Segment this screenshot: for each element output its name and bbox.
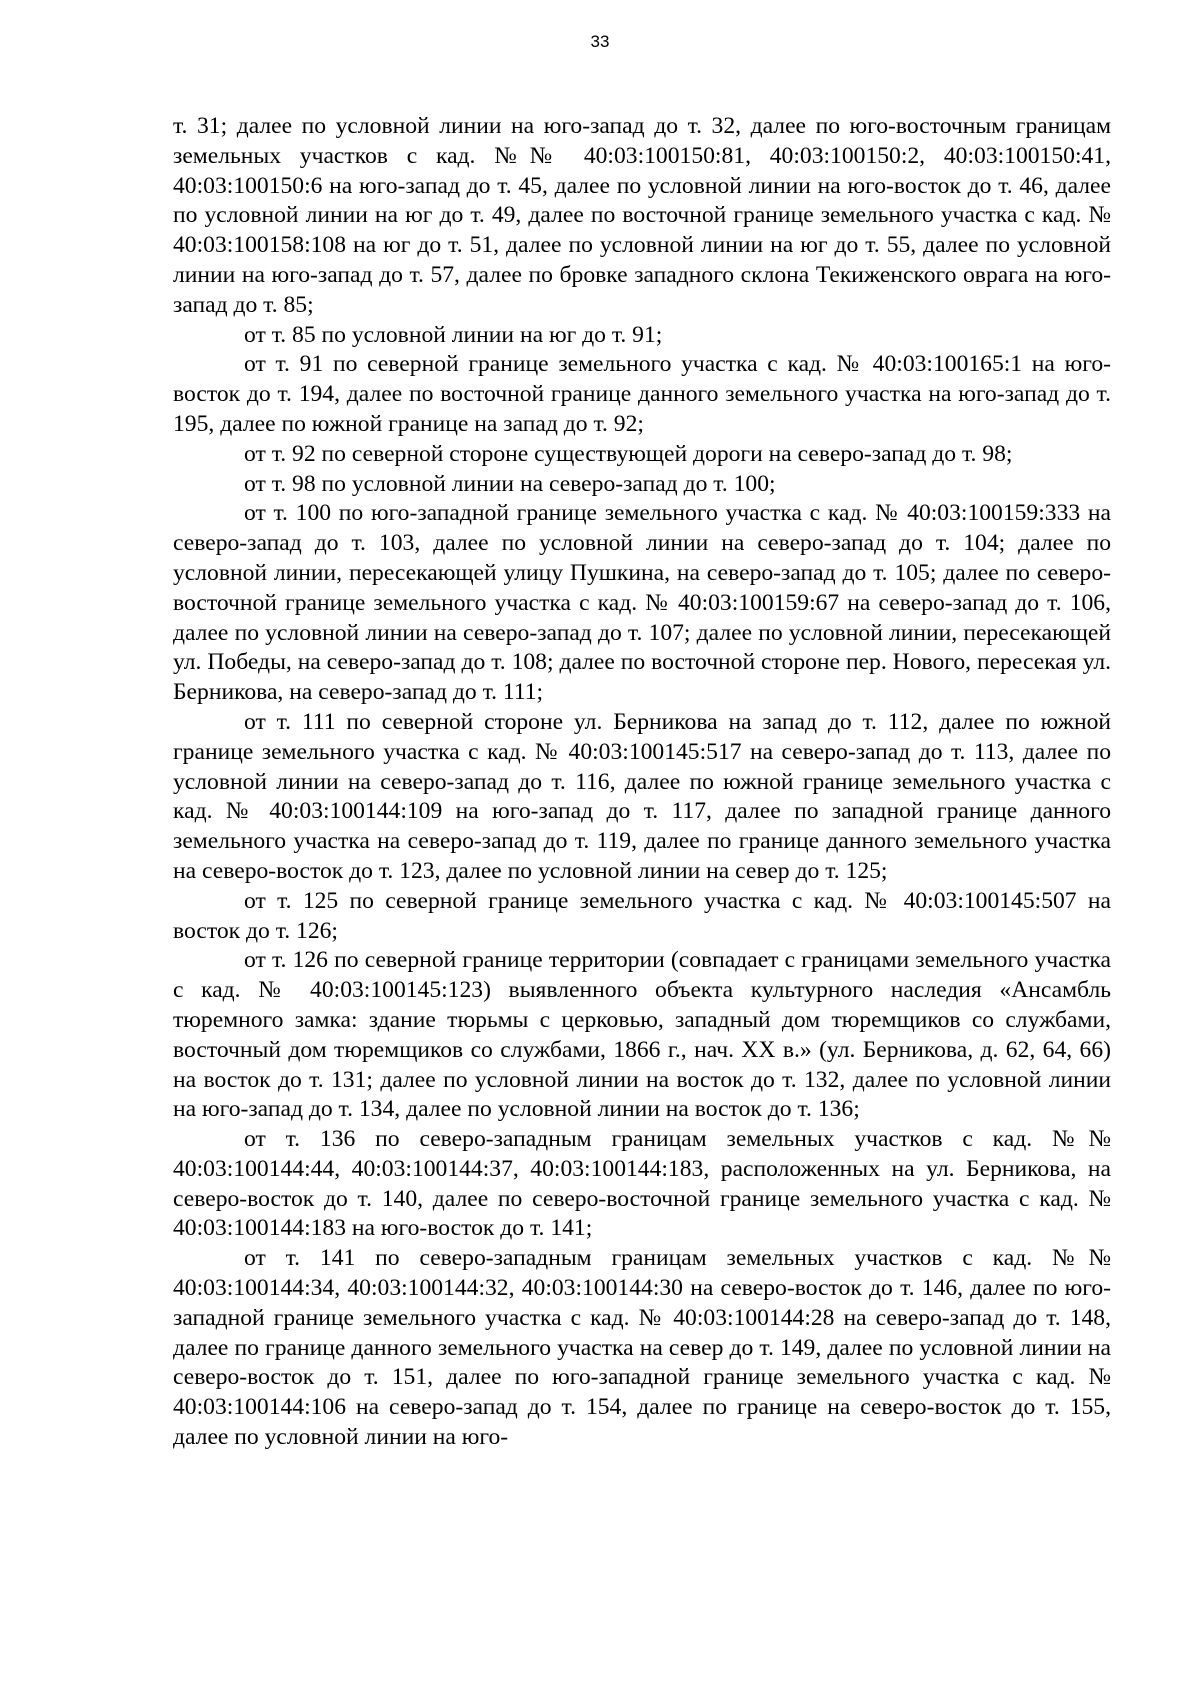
paragraph: от т. 126 по северной границе территории (совпадает с границами земельного участка с кад. № 40:03:100145:123) выявленного объекта культурного наследия «Ансамбль тюремного замка: здание тюрьмы с церковью, западный дом тюремщиков со службами, восточный дом тюремщиков со службами, 1866 г., нач. XX в.» (ул. Берникова, д. 62, 64, 66) на восток до т. 131; далее по условной линии на восток до т. 132, далее по условной линии на юго-запад до т. 134, далее по условной линии на восток до т. 136; <box>173 947 1111 1123</box>
paragraph: от т. 91 по северной границе земельного участка с кад. № 40:03:100165:1 на юго-восток до т. 194, далее по восточной границе данного земельного участка на юго-запад до т. 195, далее по южной границе на запад до т. 92; <box>173 351 1111 437</box>
paragraph: от т. 141 по северо-западным границам земельных участков с кад. №№ 40:03:100144:34, 40:03:100144:32, 40:03:100144:30 на северо-восток до т. 146, далее по юго-западной границе земельного участка с кад. № 40:03:100144:28 на северо-запад до т. 148, далее по границе данного земельного участка на север до т. 149, далее по условной линии на северо-восток до т. 151, далее по юго-западной границе земельного участка с кад. № 40:03:100144:106 на северо-запад до т. 154, далее по границе на северо-восток до т. 155, далее по условной линии на юго- <box>173 1245 1111 1451</box>
paragraph: от т. 92 по северной стороне существующей дороги на северо-запад до т. 98; <box>244 440 1013 467</box>
paragraph: от т. 98 по условной линии на северо-запад до т. 100; <box>244 470 776 497</box>
paragraph-continued: т. 31; далее по условной линии на юго-запад до т. 32, далее по юго-восточным границам земельных участков с кад. №№ 40:03:100150:81, 40:03:100150:2, 40:03:100150:41, 40:03:100150:6 на юго-запад до т. 45, далее по условной линии на юго-восток до т. 46, далее по условной линии на юг до т. 49, далее по восточной границе земельного участка с кад. № 40:03:100158:108 на юг до т. 51, далее по условной линии на юг до т. 55, далее по условной линии на юго-запад до т. 57, далее по бровке западного склона Текиженского оврага на юго-запад до т. 85; <box>173 113 1111 318</box>
paragraph: от т. 100 по юго-западной границе земельного участка с кад. № 40:03:100159:333 на северо-запад до т. 103, далее по условной линии на северо-запад до т. 104; далее по условной линии, пересекающей улицу Пушкина, на северо-запад до т. 105; далее по северо-восточной границе земельного участка с кад. № 40:03:100159:67 на северо-запад до т. 106, далее по условной линии на северо-запад до т. 107; далее по условной линии, пересекающей ул. Победы, на северо-запад до т. 108; далее по восточной стороне пер. Нового, пересекая ул. Берникова, на северо-запад до т. 111; <box>173 500 1111 706</box>
paragraph: от т. 136 по северо-западным границам земельных участков с кад. №№ 40:03:100144:44, 40:03:100144:37, 40:03:100144:183, расположенных на ул. Берникова, на северо-восток до т. 140, далее по северо-восточной границе земельного участка с кад. № 40:03:100144:183 на юго-восток до т. 141; <box>173 1126 1111 1242</box>
page-number: 33 <box>590 32 610 51</box>
document-body <box>173 112 1111 1453</box>
paragraph: от т. 111 по северной стороне ул. Берникова на запад до т. 112, далее по южной границе земельного участка с кад. № 40:03:100145:517 на северо-запад до т. 113, далее по условной линии на северо-запад до т. 116, далее по южной границе земельного участка с кад. № 40:03:100144:109 на юго-запад до т. 117, далее по западной границе данного земельного участка на северо-запад до т. 119, далее по границе данного земельного участка на северо-восток до т. 123, далее по условной линии на север до т. 125; <box>173 708 1111 884</box>
paragraph: от т. 85 по условной линии на юг до т. 91; <box>244 321 663 348</box>
paragraph: от т. 125 по северной границе земельного участка с кад. № 40:03:100145:507 на восток до т. 126; <box>173 887 1111 944</box>
